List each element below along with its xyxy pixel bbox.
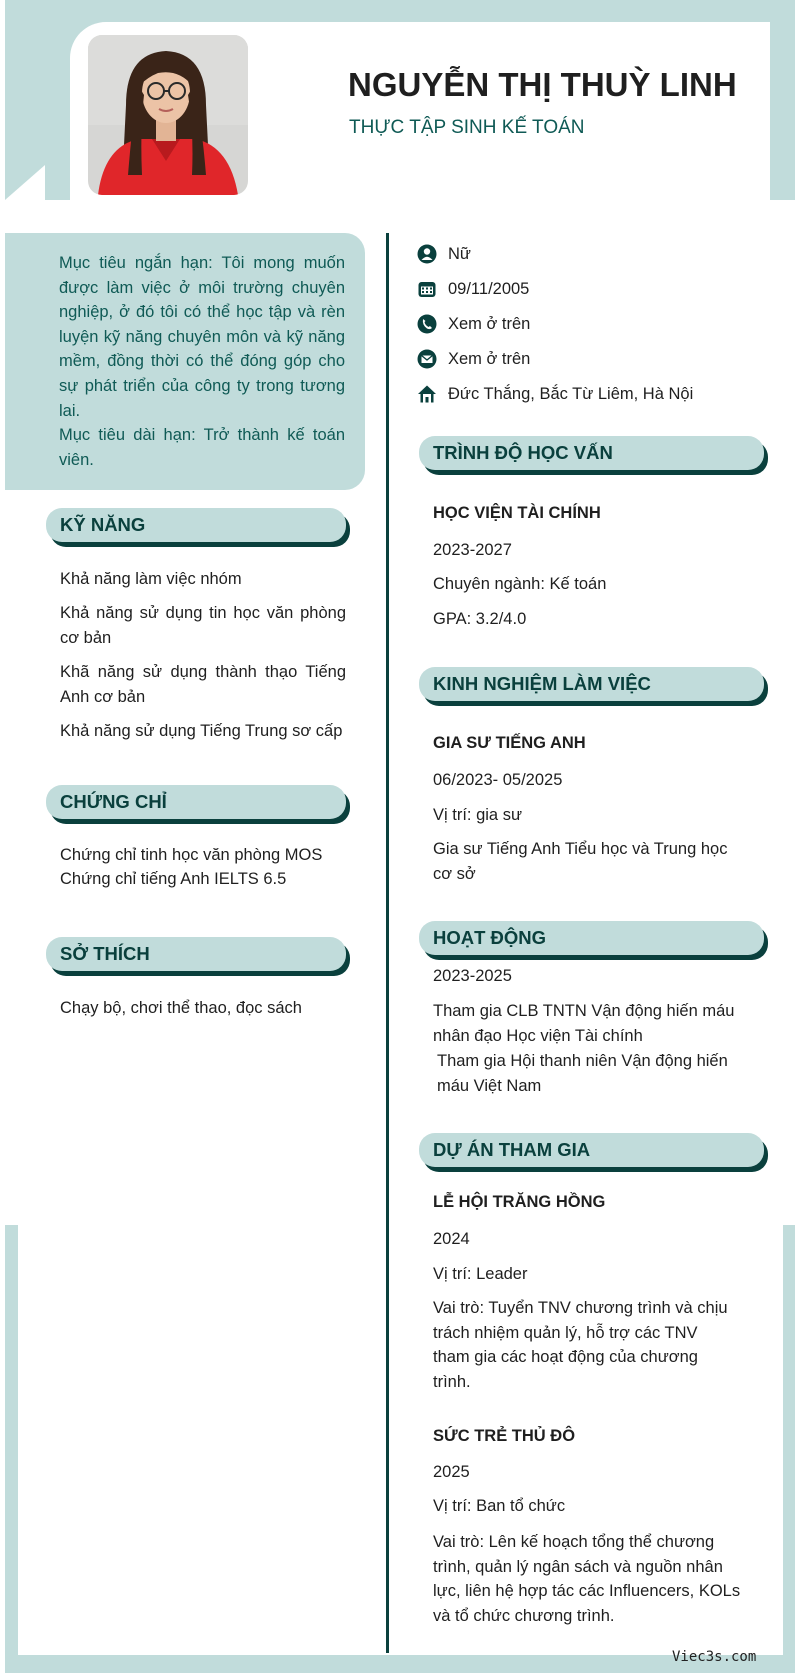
experience-heading bbox=[419, 667, 764, 701]
job-title: THỰC TẬP SINH KẾ TOÁN bbox=[349, 117, 585, 138]
project-position: Vị trí: Leader bbox=[433, 1265, 528, 1283]
career-objective bbox=[5, 233, 365, 490]
contact-email bbox=[416, 347, 530, 371]
contact-gender bbox=[416, 242, 471, 266]
email-icon bbox=[416, 348, 438, 370]
calendar-icon bbox=[416, 278, 438, 300]
email-value: Xem ở trên bbox=[448, 349, 531, 368]
experience-heading-label: KINH NGHIỆM LÀM VIỆC bbox=[433, 673, 651, 694]
project-year: 2024 bbox=[433, 1230, 470, 1248]
skills-heading bbox=[46, 508, 346, 542]
experience-description: Gia sư Tiếng Anh Tiểu học và Trung học cơ sở bbox=[433, 840, 728, 883]
hobbies-text: Chạy bộ, chơi thể thao, đọc sách bbox=[60, 999, 302, 1017]
project-role: Vai trò: Tuyển TNV chương trình và chịu trách nhiệm quản lý, hỗ trợ các TNV tham gia các hoạt động của chương trình. bbox=[433, 1299, 728, 1391]
phone-icon bbox=[416, 313, 438, 335]
skill-item: Khả năng sử dụng tin học văn phòng cơ bản bbox=[60, 604, 346, 647]
hobbies-heading bbox=[46, 937, 346, 971]
certificates-heading bbox=[46, 785, 346, 819]
project-role: Vai trò: Lên kế hoạch tổng thể chương trình, quản lý ngân sách và nguồn nhân lực, liên hệ hợp tác các Influencers, KOLs và tổ chức chương trình. bbox=[433, 1533, 741, 1625]
frame-corner-cut bbox=[5, 165, 45, 200]
candidate-name: NGUYỄN THỊ THUỲ LINH bbox=[348, 66, 737, 103]
person-icon bbox=[416, 243, 438, 265]
activities-period: 2023-2025 bbox=[433, 967, 512, 985]
certificate-item: Chứng chỉ tiếng Anh IELTS 6.5 bbox=[60, 870, 287, 888]
certificates-heading-label: CHỨNG CHỈ bbox=[60, 791, 167, 812]
skills-heading-label: KỸ NĂNG bbox=[60, 514, 146, 535]
hobbies-heading-label: SỞ THÍCH bbox=[60, 943, 150, 964]
experience-title: GIA SƯ TIẾNG ANH bbox=[433, 734, 586, 752]
education-gpa: GPA: 3.2/4.0 bbox=[433, 610, 527, 628]
profile-photo bbox=[88, 35, 248, 195]
education-heading-label: TRÌNH ĐỘ HỌC VẤN bbox=[433, 442, 613, 463]
long-term-objective: Mục tiêu dài hạn: Trở thành kế toán viên. bbox=[59, 426, 345, 469]
birthday-value: 09/11/2005 bbox=[448, 279, 530, 298]
contact-birthday bbox=[416, 277, 529, 301]
skill-item: Khả năng sử dụng Tiếng Trung sơ cấp bbox=[60, 722, 343, 740]
project-position: Vị trí: Ban tổ chức bbox=[433, 1497, 566, 1515]
project-year: 2025 bbox=[433, 1463, 470, 1481]
address-value: Đức Thắng, Bắc Từ Liêm, Hà Nội bbox=[448, 384, 694, 403]
activity-item: Tham gia CLB TNTN Vận động hiến máu nhân đạo Học viện Tài chính bbox=[433, 1002, 735, 1045]
activities-heading-label: HOẠT ĐỘNG bbox=[433, 927, 547, 948]
education-heading bbox=[419, 436, 764, 470]
phone-value: Xem ở trên bbox=[448, 314, 531, 333]
skill-item: Khã năng sử dụng thành thạo Tiếng Anh cơ bản bbox=[60, 663, 346, 706]
activities-heading bbox=[419, 921, 764, 955]
education-period: 2023-2027 bbox=[433, 541, 512, 559]
contact-phone bbox=[416, 312, 530, 336]
short-term-objective: Mục tiêu ngắn hạn: Tôi mong muốn được làm việc ở môi trường chuyên nghiệp, ở đó tôi có thể học tập và rèn luyện kỹ năng chuyên môn và kỹ năng mềm, đồng thời có thể đóng góp cho sự phát triển của công ty trong tương lai. bbox=[59, 254, 345, 420]
gender-value: Nữ bbox=[448, 244, 471, 263]
certificate-item: Chứng chỉ tinh học văn phòng MOS bbox=[60, 846, 323, 864]
skill-item: Khả năng làm việc nhóm bbox=[60, 570, 242, 588]
projects-heading bbox=[419, 1133, 764, 1167]
school-name: HỌC VIỆN TÀI CHÍNH bbox=[433, 504, 601, 522]
experience-position: Vị trí: gia sư bbox=[433, 806, 522, 824]
watermark: Viec3s.com bbox=[672, 1649, 757, 1665]
column-divider bbox=[386, 233, 389, 1653]
experience-period: 06/2023- 05/2025 bbox=[433, 771, 563, 789]
project-title: SỨC TRẺ THỦ ĐÔ bbox=[433, 1427, 576, 1445]
education-major: Chuyên ngành: Kế toán bbox=[433, 575, 607, 593]
project-title: LỄ HỘI TRĂNG HỒNG bbox=[433, 1193, 606, 1211]
projects-heading-label: DỰ ÁN THAM GIA bbox=[433, 1139, 591, 1160]
home-icon bbox=[416, 383, 438, 405]
contact-address bbox=[416, 382, 693, 406]
activity-item: Tham gia Hội thanh niên Vận động hiến máu Việt Nam bbox=[437, 1052, 728, 1095]
